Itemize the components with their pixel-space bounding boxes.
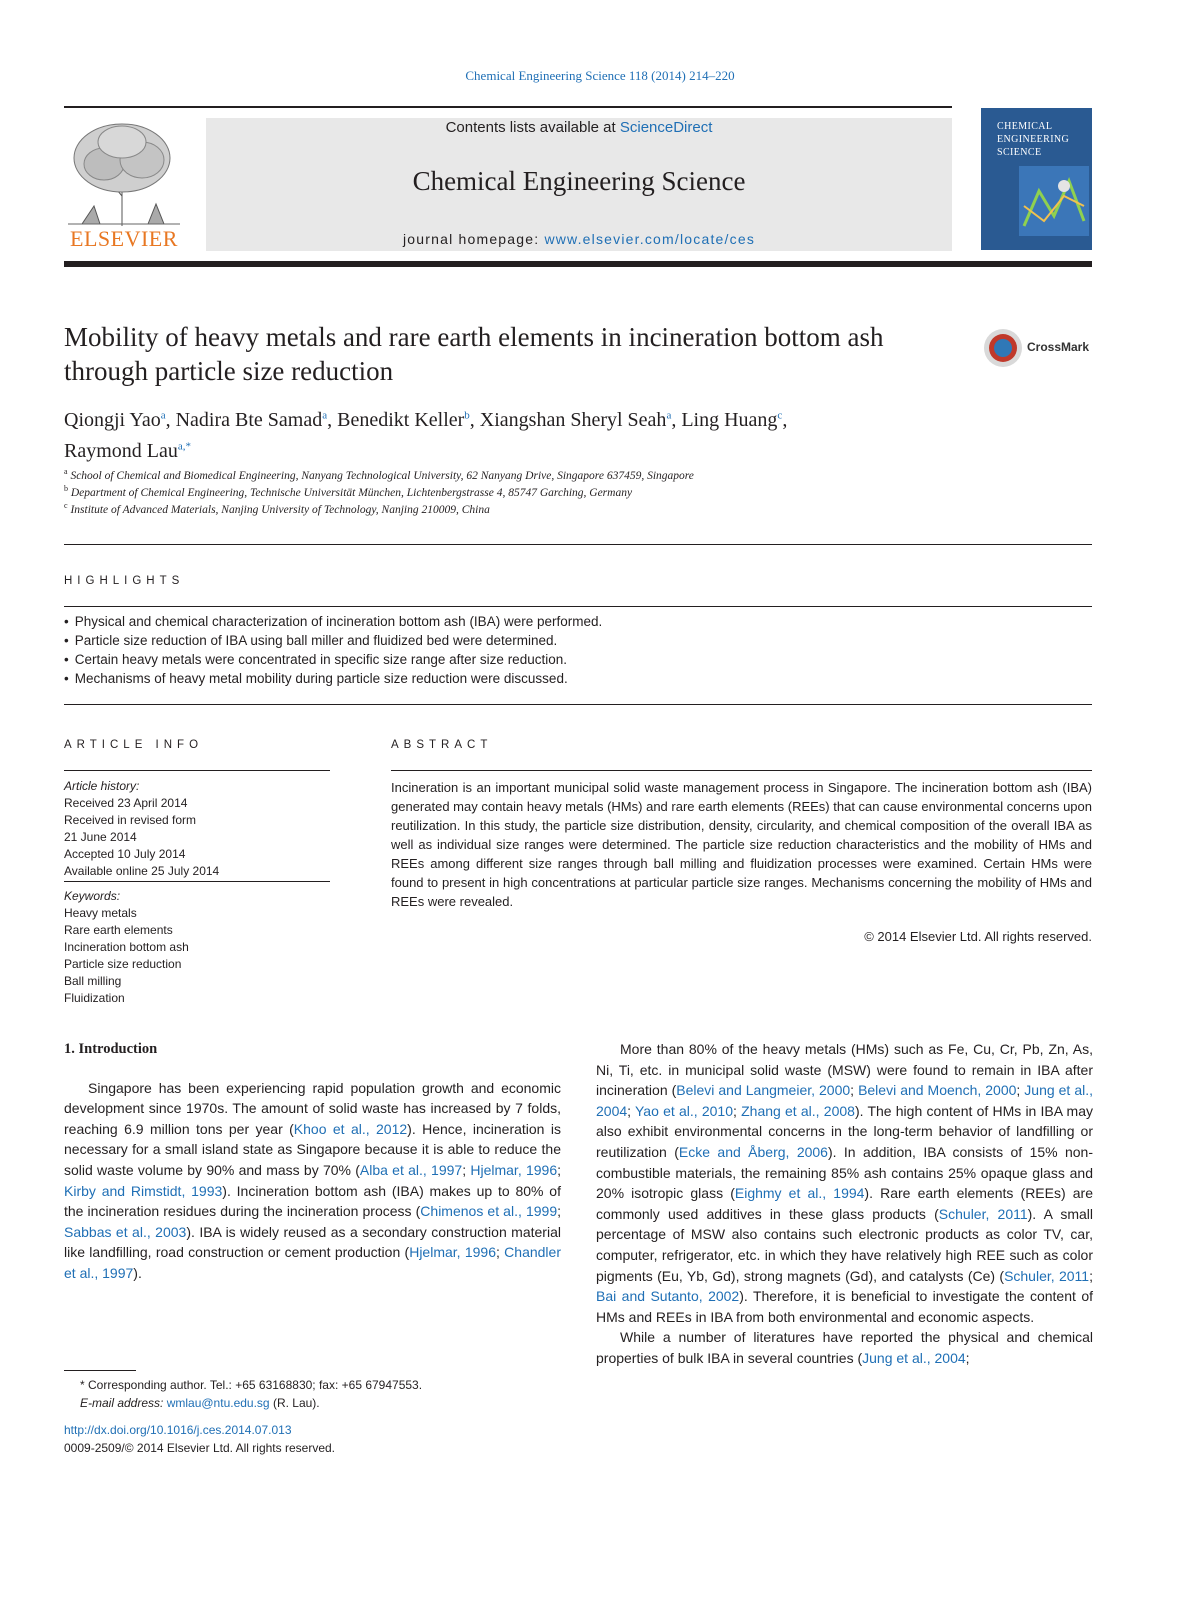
homepage-prefix: journal homepage: (402, 231, 545, 247)
homepage-link[interactable]: www.elsevier.com/locate/ces (544, 231, 756, 247)
text-run: ). In addition, IBA consists of 15% non-combustible materials, the remaining 85% ash contains 25% opaque glass and 20% isotropic glass ( (596, 1143, 1094, 1202)
keyword: Heavy metals (64, 906, 137, 920)
keyword: Particle size reduction (64, 957, 182, 971)
text-run: ). A small percentage of MSW also contains such electronic products as color TV, car, computer, refrigerator, etc. in which they have relatively high REE such as color pigments (Eu, Yb, Gd), strong magnets (Gd), and catalysts (Ce) ( (596, 1205, 1093, 1284)
elsevier-logo (64, 116, 184, 254)
paragraph (596, 1327, 1093, 1368)
paragraph (596, 1039, 1093, 1327)
author[interactable]: Nadira Bte Samad$^a$, (175, 408, 338, 431)
crossmark-icon (983, 328, 1023, 368)
journal-cover-image (981, 108, 1092, 250)
doi-link[interactable]: http://dx.doi.org/10.1016/j.ces.2014.07.013 (64, 1423, 292, 1437)
journal-homepage (206, 231, 952, 247)
divider (64, 704, 1092, 705)
article-info-heading: ARTICLE INFO (64, 739, 204, 751)
text-run: ). IBA is widely reused as a secondary construction material like landfilling, road construction or cement production ( (64, 1223, 561, 1261)
keywords-label: Keywords: (64, 889, 121, 903)
cover-graphic-icon (1019, 166, 1089, 236)
text-run: While a number of literatures have reported the physical and chemical properties of bulk IBA in several countries ( (596, 1329, 1093, 1366)
text-run: ). Rare earth elements (REEs) are commonly used additives in these glass products ( (596, 1185, 1093, 1222)
text-run: ; (557, 1161, 561, 1178)
crossmark-label: CrossMark (1027, 340, 1090, 354)
history-line: Received 23 April 2014 (64, 796, 188, 810)
highlight-item: • Particle size reduction of IBA using ball miller and fluidized bed were determined. (64, 631, 1092, 650)
highlights-heading: HIGHLIGHTS (64, 575, 185, 587)
text-run: ). (133, 1264, 142, 1281)
body-right-column (596, 1039, 1093, 1369)
corresponding-author-note: * Corresponding author. Tel.: +65 63168830; fax: +65 67947553. (80, 1378, 423, 1392)
citation-link[interactable]: Kirby and Rimstidt, 1993 (64, 1182, 223, 1199)
highlight-item: • Mechanisms of heavy metal mobility during particle size reduction were discussed. (64, 669, 1092, 688)
footnotes (64, 1376, 561, 1457)
citation-link[interactable]: Chimenos et al., 1999 (420, 1203, 558, 1220)
text-run: ; (850, 1082, 859, 1099)
header-top-rule (64, 106, 952, 108)
citation-link[interactable]: Hjelmar, 1996 (409, 1244, 496, 1261)
citation-link[interactable]: Bai and Sutanto, 2002 (596, 1288, 740, 1305)
text-run: ; (462, 1161, 471, 1178)
divider (64, 544, 1092, 545)
citation-link[interactable]: Chandler et al., 1997 (64, 1244, 561, 1281)
text-run: ; (1089, 1267, 1093, 1284)
citation-link[interactable]: Sabbas et al., 2003 (64, 1223, 187, 1240)
journal-name: Chemical Engineering Science (412, 166, 746, 196)
highlight-item: • Physical and chemical characterization of incineration bottom ash (IBA) were performed. (64, 612, 1092, 631)
author[interactable]: Raymond Lau$^{a,*}$ (64, 440, 192, 463)
header-bottom-rule (64, 261, 1092, 267)
article-title: Mobility of heavy metals and rare earth elements in incineration bottom ash through particle size reduction (64, 322, 884, 386)
citation-link[interactable]: Hjelmar, 1996 (470, 1161, 558, 1178)
affiliation-b: $^b$ Department of Chemical Engineering, Technische Universität München, Lichtenbergstrasse 4, 85747 Garching, Germany (64, 484, 633, 499)
article-info (64, 778, 330, 1007)
body-left-column (64, 1039, 561, 1284)
citation-link[interactable]: Zhang et al., 2008 (741, 1102, 855, 1119)
citation-link[interactable]: Jung et al., 2004 (862, 1349, 966, 1366)
keyword: Incineration bottom ash (64, 940, 189, 954)
email-link[interactable]: wmlau@ntu.edu.sg (166, 1396, 270, 1410)
text-run: More than 80% of the heavy metals (HMs) such as Fe, Cu, Cr, Pb, Zn, As, Ni, Ti, etc. in municipal solid waste (MSW) were found to remain in IBA after incineration ( (596, 1041, 1093, 1099)
text-run: ; (627, 1102, 635, 1119)
text-run: ). Incineration bottom ash (IBA) makes up to 80% of the incineration residues during the incineration process ( (64, 1182, 561, 1220)
citation-link[interactable]: Belevi and Langmeier, 2000 (676, 1082, 851, 1099)
abstract-copyright: © 2014 Elsevier Ltd. All rights reserved. (864, 929, 1092, 944)
keyword: Fluidization (64, 991, 125, 1005)
section-heading-introduction: 1. Introduction (64, 1041, 158, 1057)
footnote-rule (64, 1370, 136, 1371)
citation-link[interactable]: Eighmy et al., 1994 (734, 1185, 865, 1202)
text-run: ; (965, 1349, 970, 1366)
text-run: ). The high content of HMs in IBA may also exhibit environmental concerns in the long-term behavior of landfilling or reutilization ( (596, 1102, 1093, 1160)
crossmark-badge[interactable] (983, 328, 1093, 368)
citation-link[interactable]: Jung et al., 2004 (596, 1082, 1093, 1119)
affiliation-c: $^c$ Institute of Advanced Materials, Nanjing University of Technology, Nanjing 210009, China (64, 501, 490, 516)
highlights-list (64, 612, 1092, 688)
history-line: Available online 25 July 2014 (64, 864, 220, 878)
author[interactable]: Benedikt Keller$^b$, (337, 408, 480, 431)
abstract-text: Incineration is an important municipal solid waste management process in Singapore. The incineration bottom ash (IBA) generated may contain heavy metals (HMs) and rare earth elements (REEs) that can cause environmental concerns upon reutilization. In this study, the particle size distribution, density, circularity, and chemical composition of the overall IBA as well as individual size ranges were determined. The particle size reduction characteristics and the mobility of HMs and REEs among different size ranges through ball milling and fluidization processes were examined. Certain HMs were found to present in high concentrations at particular particle size ranges. Mechanisms concerning the mobility of HMs and REEs were revealed. (391, 780, 1092, 909)
author[interactable]: Ling Huang$^c$, (681, 408, 788, 431)
author[interactable]: Xiangshan Sheryl Seah$^a$, (479, 408, 682, 431)
affiliation-a: $^a$ School of Chemical and Biomedical Engineering, Nanyang Technological University, 62 Nanyang Drive, Singapore 637459, Singapore (64, 467, 694, 482)
citation-link[interactable]: Schuler, 2011 (1004, 1267, 1090, 1284)
running-head[interactable]: Chemical Engineering Science 118 (2014) 214–220 (465, 68, 735, 83)
paragraph (64, 1078, 561, 1284)
abstract-heading: ABSTRACT (391, 739, 493, 751)
divider (64, 881, 330, 882)
text-run: ; (733, 1102, 742, 1119)
text-run: Singapore has been experiencing rapid population growth and economic development since 1970s. The amount of solid waste has increased by 7 folds, reaching 6.9 million tons per year ( (64, 1079, 561, 1137)
highlight-item: • Certain heavy metals were concentrated in specific size range after size reduction. (64, 650, 1092, 669)
history-label: Article history: (64, 779, 140, 793)
keyword: Rare earth elements (64, 923, 173, 937)
cover-title: CHEMICAL ENGINEERING SCIENCE (997, 121, 1070, 158)
text-run: ; (557, 1203, 561, 1220)
contents-prefix: Contents lists available at (445, 119, 620, 136)
author-list (64, 402, 1064, 465)
divider (64, 770, 330, 771)
citation-link[interactable]: Ecke and Åberg, 2006 (678, 1143, 828, 1160)
history-line: Received in revised form (64, 813, 197, 827)
issn-line: 0009-2509/© 2014 Elsevier Ltd. All rights reserved. (64, 1441, 335, 1455)
divider (64, 606, 1092, 607)
history-line: Accepted 10 July 2014 (64, 847, 186, 861)
citation-link[interactable]: Yao et al., 2010 (635, 1102, 733, 1119)
sciencedirect-link[interactable]: ScienceDirect (619, 119, 713, 136)
citation-link[interactable]: Alba et al., 1997 (359, 1161, 463, 1178)
text-run: ). Therefore, it is beneficial to investigate the content of HMs and REEs in IBA from both environmental and economic aspects. (596, 1288, 1093, 1325)
history-line: 21 June 2014 (64, 830, 137, 844)
citation-link[interactable]: Belevi and Moench, 2000 (858, 1082, 1017, 1099)
keyword: Ball milling (64, 974, 122, 988)
citation-link[interactable]: Khoo et al., 2012 (293, 1120, 408, 1137)
publisher-wordmark: ELSEVIER (70, 226, 178, 251)
text-run: ; (1016, 1082, 1025, 1099)
author[interactable]: Qiongji Yao$^a$, (64, 408, 176, 431)
contents-line (206, 119, 952, 136)
citation-link[interactable]: Schuler, 2011 (938, 1205, 1028, 1222)
divider (391, 770, 1092, 771)
email-note: E-mail address: wmlau@ntu.edu.sg (R. Lau). (80, 1396, 320, 1410)
text-run: ). Hence, incineration is necessary for a small island state as Singapore because it is able to reduce the solid waste volume by 90% and mass by 70% ( (64, 1120, 561, 1178)
text-run: ; (495, 1244, 505, 1261)
